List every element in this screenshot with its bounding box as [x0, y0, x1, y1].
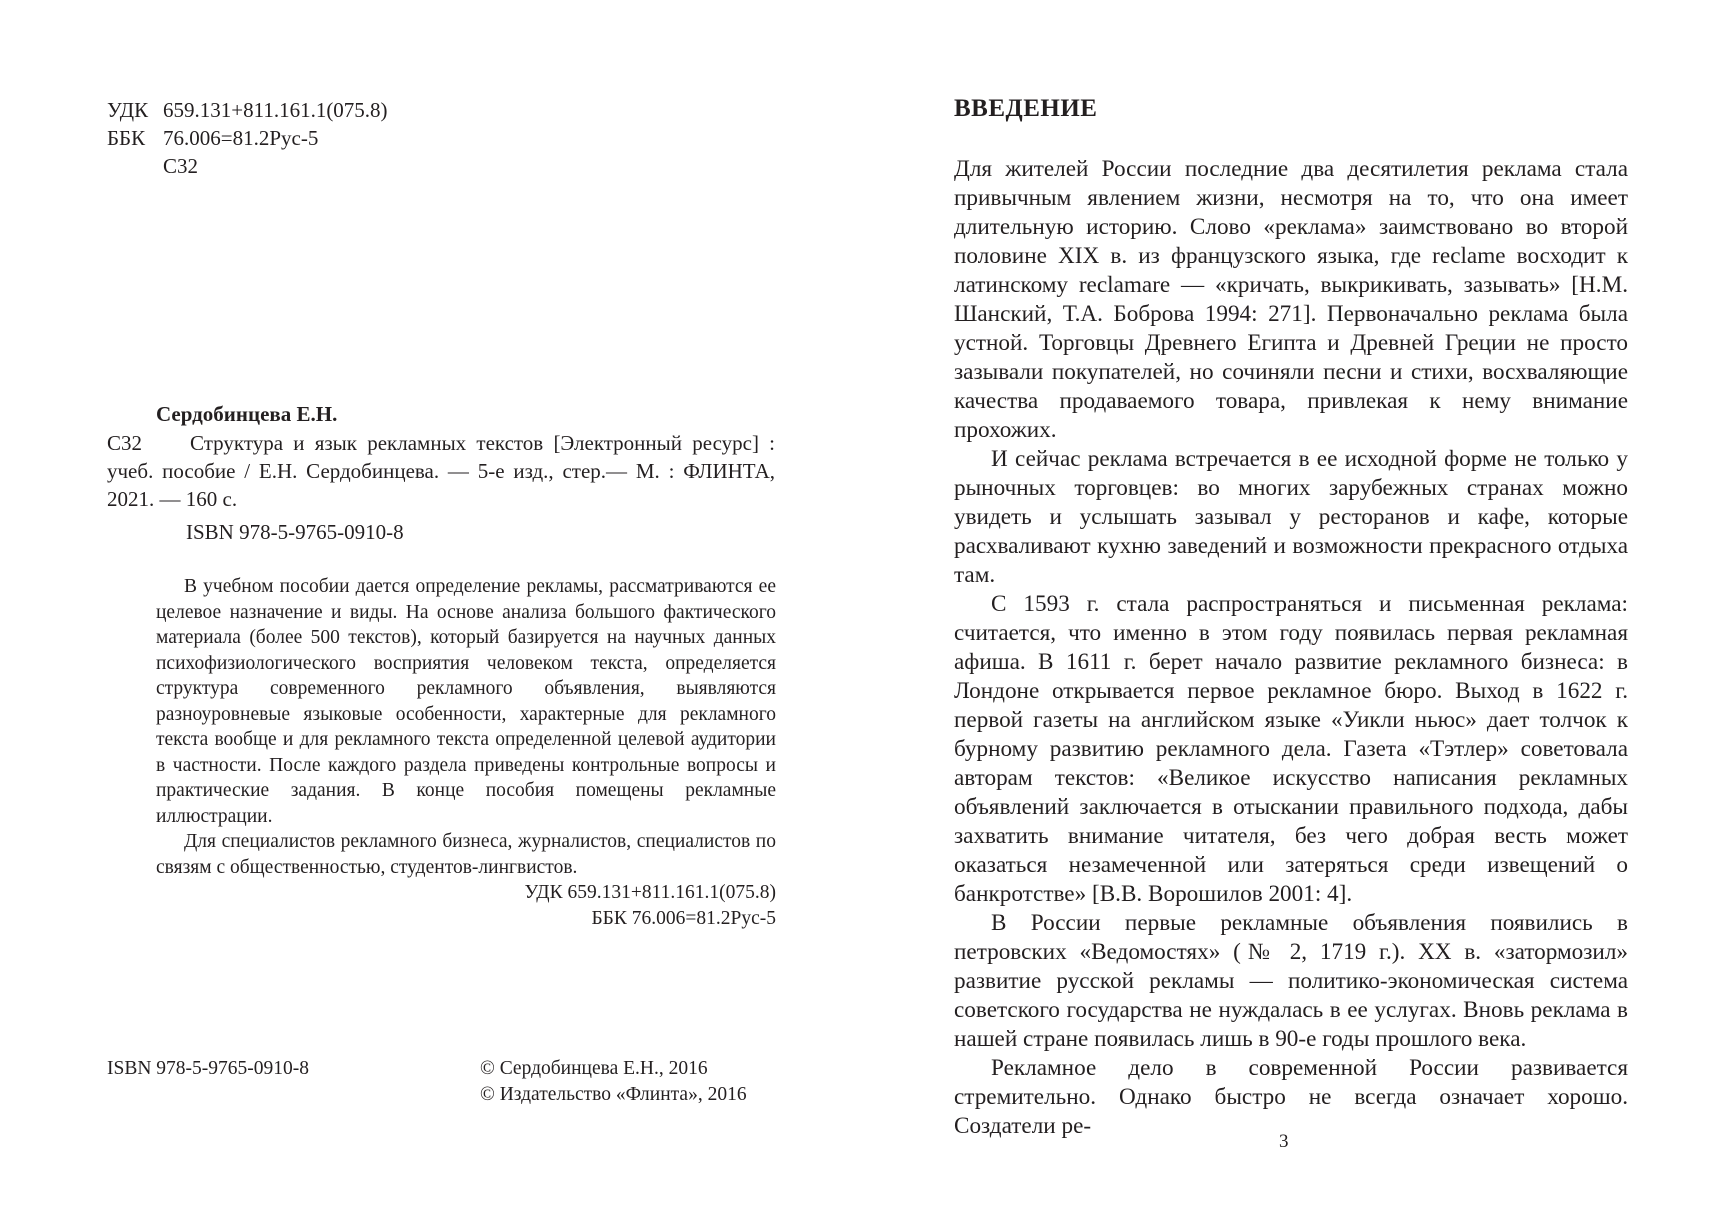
isbn-line: ISBN 978-5-9765-0910-8	[186, 520, 404, 544]
isbn-bottom: ISBN 978-5-9765-0910-8	[107, 1058, 310, 1079]
udk-line	[107, 96, 527, 124]
paragraph-5: Рекламное дело в современной России развивается стремительно. Однако быстро не всегда означает хорошо. Создатели ре-	[954, 1055, 1628, 1139]
abstract-paragraph-2: Для специалистов рекламного бизнеса, журналистов, специалистов по связям с общественностью, студентов-лингвистов.	[156, 831, 776, 878]
bbk-line	[107, 124, 527, 152]
abstract-paragraph-1: В учебном пособии дается определение рекламы, рассматриваются ее целевое назначение и виды. На основе анализа большого фактического материала (более 500 текстов), который базируется на научных данных психофизиологического восприятия человеком текста, определяется структура современного рекламного объявления, выявляются разноуровневые языковые особенности, характерные для рекламного текста вообще и для рекламного текста определенной целевой аудитории в частности. После каждого раздела приведены контрольные вопросы и практические задания. В конце пособия помещены рекламные иллюстрации.	[156, 576, 776, 827]
author-sign: С32	[163, 154, 199, 178]
catalog-text: Структура и язык рекламных текстов [Электронный ресурс] : учеб. пособие / Е.Н. Сердобинцева. — 5-е изд., стер.— М. : ФЛИНТА, 2021. — 160 с.	[107, 431, 775, 511]
udk-code: 659.131+811.161.1(075.8)	[163, 98, 388, 122]
chapter-heading: ВВЕДЕНИЕ	[954, 95, 1098, 122]
abstract	[156, 574, 776, 931]
paragraph-4: В России первые рекламные объявления появились в петровских «Ведомостях» (№ 2, 1719 г.). XX в. «затормозил» развитие русской рекламы — политико-экономическая система советского государства не нуждалась в ее услугах. Вновь реклама в нашей стране появилась лишь в 90-е годы прошлого века.	[954, 910, 1628, 1052]
body-text	[954, 155, 1628, 1141]
copyright-block	[480, 1056, 747, 1107]
udk-footer: УДК 659.131+811.161.1(075.8)	[524, 882, 776, 903]
left-page	[0, 0, 856, 1211]
copyright-publisher: © Издательство «Флинта», 2016	[480, 1083, 747, 1105]
paragraph-1: Для жителей России последние два десятилетия реклама стала привычным явлением жизни, несмотря на то, что она имеет длительную историю. Слово «реклама» заимствовано во второй половине XIX в. из французского языка, где reclame восходит к латинскому reclamare — «кричать, выкрикивать, зазывать» [Н.М. Шанский, Т.А. Боброва 1994: 271]. Первоначально реклама была устной. Торговцы Древнего Египта и Древней Греции не просто зазывали покупателей, но сочиняли песни и стихи, восхваляющие качества продаваемого товара, привлекая к нему внимание прохожих.	[954, 156, 1628, 443]
bbk-code: 76.006=81.2Рус-5	[163, 126, 319, 150]
author-name: Сердобинцева Е.Н.	[156, 402, 338, 426]
copyright-author: © Сердобинцева Е.Н., 2016	[480, 1058, 708, 1079]
right-page	[856, 0, 1713, 1211]
bbk-label: ББК	[107, 126, 146, 150]
udk-label: УДК	[107, 98, 149, 122]
catalog-mark: С32	[107, 431, 143, 455]
page-number: 3	[1279, 1131, 1289, 1152]
paragraph-3: С 1593 г. стала распространяться и письменная реклама: считается, что именно в этом году появилась первая рекламная афиша. В 1611 г. берет начало развитие рекламного бизнеса: в Лондоне открывается первое рекламное бюро. Выход в 1622 г. первой газеты на английском языке «Уикли ньюс» дает толчок к бурному развитию рекламного дела. Газета «Тэтлер» советовала авторам текстов: «Великое искусство написания рекламных объявлений заключается в отыскании правильного подхода, дабы захватить внимание читателя, без чего добрая весть может оказаться незамеченной или затеряться среди извещений о банкротстве» [В.В. Ворошилов 2001: 4].	[954, 591, 1628, 907]
bbk-footer: ББК 76.006=81.2Рус-5	[591, 907, 776, 929]
classification-block	[107, 96, 527, 180]
catalog-description	[107, 429, 775, 513]
paragraph-2: И сейчас реклама встречается в ее исходной форме не только у рыночных торговцев: во многих зарубежных странах можно увидеть и услышать зазывал у ресторанов и кафе, которые расхваливают кухню заведений и возможности прекрасного отдыха там.	[954, 446, 1628, 588]
